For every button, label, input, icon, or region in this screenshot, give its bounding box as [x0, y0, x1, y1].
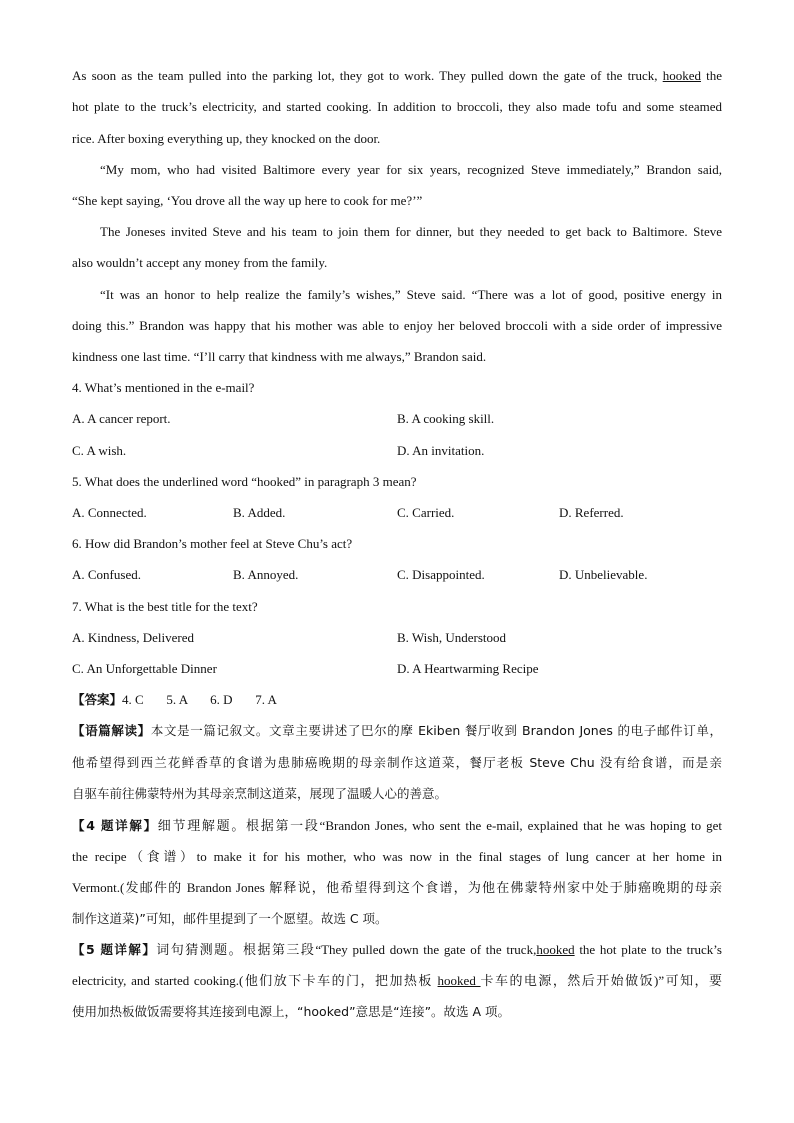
question-option: D. Referred.	[559, 505, 624, 520]
explanation-line: 使用加热板做饭需要将其连接到电源上，“hooked”意思是“连接”。故选 A 项。	[72, 1004, 511, 1019]
question-option: C. A wish.	[72, 443, 127, 458]
question-option: B. Wish, Understood	[397, 630, 507, 645]
underlined-word-hooked: hooked	[437, 973, 481, 988]
question-option: B. A cooking skill.	[397, 411, 495, 426]
question-option: D. An invitation.	[397, 443, 485, 458]
answer-key	[72, 691, 722, 709]
passage-line: As soon as the team pulled into the parking lot, they got to work. They pulled down the gate of the truck, hooked the	[72, 68, 722, 83]
passage-line: hot plate to the truck’s electricity, and started cooking. In addition to broccoli, they also made tofu and some steamed	[72, 99, 722, 114]
explanation-line: 【5 题详解】词句猜测题。根据第三段“They pulled down the gate of the truck,hooked the hot plate to the truck’s	[72, 942, 722, 957]
underlined-word-hooked: hooked	[662, 68, 701, 83]
explanation-line: electricity, and started cooking.(他们放下卡车的门，把加热板 hooked 卡车的电源，然后开始做饭)”可知，要	[72, 973, 722, 988]
question-stem: 5. What does the underlined word “hooked” in paragraph 3 mean?	[72, 474, 417, 489]
question-option: A. A cancer report.	[72, 411, 171, 426]
question-option: A. Connected.	[72, 505, 147, 520]
question-option: C. An Unforgettable Dinner	[72, 661, 217, 676]
passage-line: “She kept saying, ‘You drove all the way up here to cook for me?’”	[72, 193, 423, 208]
question-option: C. Disappointed.	[397, 567, 485, 582]
passage-line: doing this.” Brandon was happy that his mother was able to enjoy her beloved broccoli with a side order of impressive	[72, 318, 722, 333]
question-option: A. Confused.	[72, 567, 141, 582]
answer-values: 4. C 5. A 6. D 7. A	[122, 692, 277, 707]
explanation-line: Vermont.(发邮件的 Brandon Jones 解释说，他希望得到这个食谱，为他在佛蒙特州家中处于肺癌晚期的母亲	[72, 880, 722, 895]
explanation-line: 自驱车前往佛蒙特州为其母亲烹制这道菜，展现了温暖人心的善意。	[72, 786, 448, 801]
explanation-line: 【4 题详解】细节理解题。根据第一段“Brandon Jones, who sent the e-mail, explained that he was hoping to get	[72, 818, 722, 833]
passage-line: “It was an honor to help realize the family’s wishes,” Steve said. “There was a lot of good, positive energy in	[100, 287, 722, 302]
explanation-line: 制作这道菜)”可知，邮件里提到了一个愿望。故选 C 项。	[72, 911, 388, 926]
question-stem: 4. What’s mentioned in the e-mail?	[72, 380, 255, 395]
question-option: B. Added.	[233, 505, 286, 520]
question-option: C. Carried.	[397, 505, 455, 520]
passage-line: kindness one last time. “I’ll carry that kindness with me always,” Brandon said.	[72, 349, 487, 364]
question-stem: 6. How did Brandon’s mother feel at Steve Chu’s act?	[72, 536, 353, 551]
underlined-word-hooked: hooked	[536, 942, 575, 957]
question-option: D. Unbelievable.	[559, 567, 648, 582]
explanation-line: 【语篇解读】本文是一篇记叙文。文章主要讲述了巴尔的摩 Ekiben 餐厅收到 Brandon Jones 的电子邮件订单，	[72, 723, 722, 738]
answer-label: 【答案】	[72, 692, 123, 707]
explanation-line: the recipe（食谱）to make it for his mother, who was now in the final stages of lung cancer at her home in	[72, 849, 722, 864]
question-stem: 7. What is the best title for the text?	[72, 599, 258, 614]
explanation-line: 他希望得到西兰花鲜香草的食谱为患肺癌晚期的母亲制作这道菜，餐厅老板 Steve Chu 没有给食谱，而是亲	[72, 755, 722, 770]
passage-line: also wouldn’t accept any money from the family.	[72, 255, 328, 270]
question-option: D. A Heartwarming Recipe	[397, 661, 539, 676]
passage-line: “My mom, who had visited Baltimore every year for six years, recognized Steve immediately,” Brandon said,	[100, 162, 722, 177]
question-option: A. Kindness, Delivered	[72, 630, 195, 645]
passage-line: rice. After boxing everything up, they knocked on the door.	[72, 131, 381, 146]
passage-line: The Joneses invited Steve and his team to join them for dinner, but they needed to get back to Baltimore. Steve	[100, 224, 722, 239]
question-option: B. Annoyed.	[233, 567, 299, 582]
